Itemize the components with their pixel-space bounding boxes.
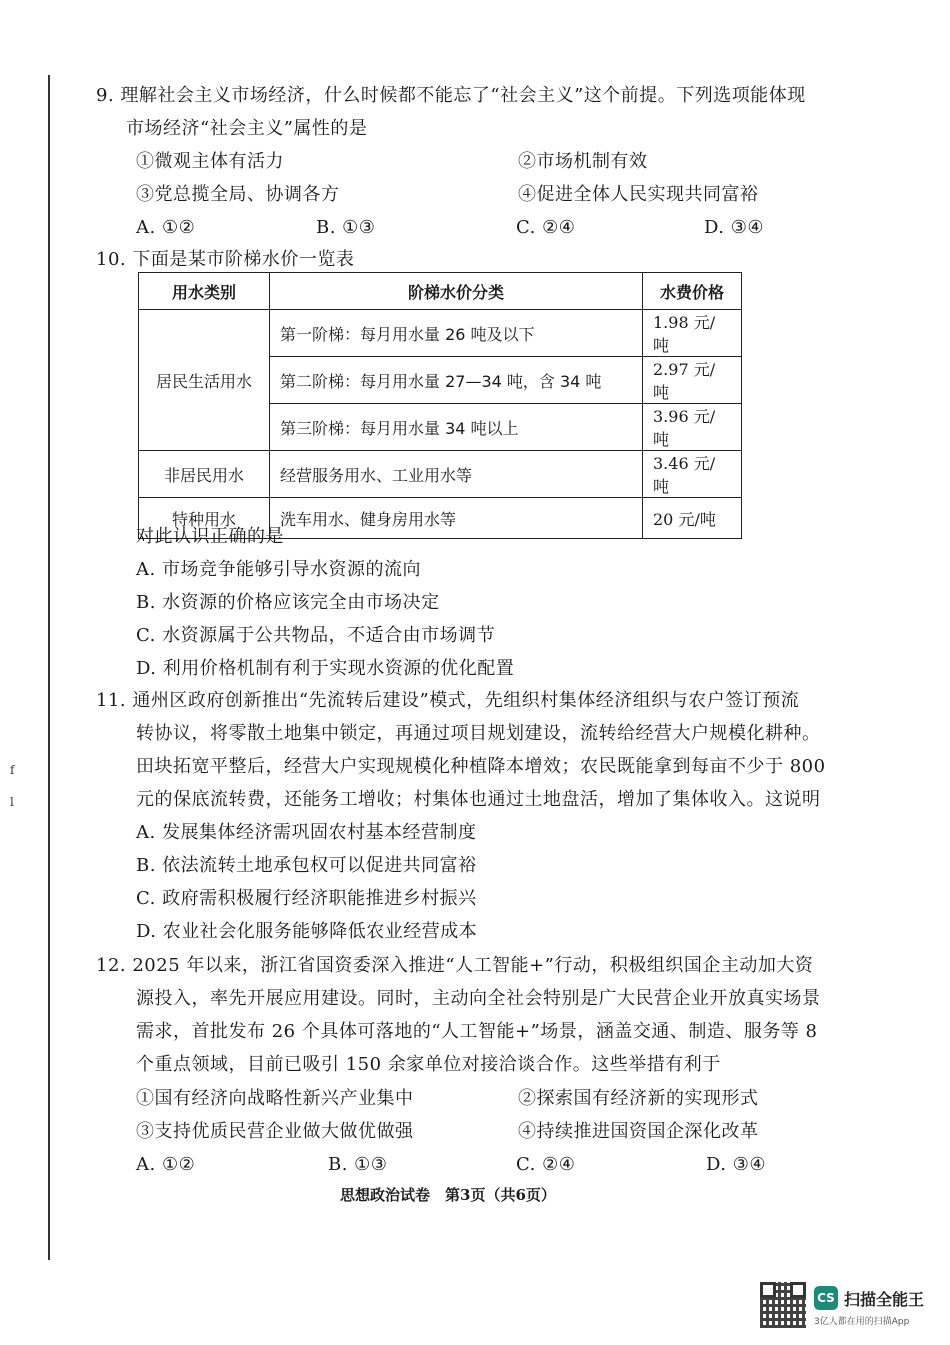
q11-stem-line2: 转协议，将零散土地集中锁定，再通过项目规划建设，流转给经营大户规模化耕种。 [136,723,821,744]
q11-stem-line1: 11. 通州区政府创新推出“先流转后建设”模式，先组织村集体经济组织与农户签订预流 [96,690,800,711]
scanner-tagline: 3亿人都在用的扫描App [814,1317,910,1327]
q9-stem-line1: 9. 理解社会主义市场经济，什么时候都不能忘了“社会主义”这个前提。下列选项能体现 [96,85,806,106]
q10-option-d: D. 利用价格机制有利于实现水资源的优化配置 [136,658,515,679]
q10-ask: 对此认识正确的是 [136,526,284,547]
q11-option-c: C. 政府需积极履行经济职能推进乡村振兴 [136,888,477,909]
q9-item-1: ①微观主体有活力 [136,151,284,172]
q11-option-b: B. 依法流转土地承包权可以促进共同富裕 [136,855,477,876]
q9-option-a: A. ①② [136,217,196,238]
price-tier-2: 2.97 元/吨 [643,357,742,404]
scanner-app-name: 扫描全能王 [844,1290,925,1309]
price-tier-3: 3.96 元/吨 [643,404,742,451]
q10-option-b: B. 水资源的价格应该完全由市场决定 [136,592,440,613]
table-header: 阶梯水价分类 [270,273,643,310]
q11-option-a: A. 发展集体经济需巩固农村基本经营制度 [136,822,477,843]
q12-option-b: B. ①③ [328,1154,388,1175]
q12-stem-line1: 12. 2025 年以来，浙江省国资委深入推进“人工智能+”行动，积极组织国企主动加大资 [96,955,814,976]
water-price-table [138,272,742,539]
category-nonresident: 非居民用水 [139,451,270,498]
q10-stem: 10. 下面是某市阶梯水价一览表 [96,249,355,270]
q9-option-b: B. ①③ [316,217,376,238]
q12-stem-line3: 需求，首批发布 26 个具体可落地的“人工智能+”场景，涵盖交通、制造、服务等 8 [136,1021,818,1042]
q11-option-d: D. 农业社会化服务能够降低农业经营成本 [136,921,478,942]
q11-stem-line4: 元的保底流转费，还能务工增收；村集体也通过土地盘活，增加了集体收入。这说明 [136,789,821,810]
q12-option-d: D. ③④ [706,1154,767,1175]
q12-item-1: ①国有经济向战略性新兴产业集中 [136,1088,414,1109]
q9-option-c: C. ②④ [516,217,576,238]
price-nonresident: 3.46 元/吨 [643,451,742,498]
category-resident: 居民生活用水 [139,310,270,451]
page-footer: 思想政治试卷 第3页（共6页） [340,1186,556,1204]
tier-3: 第三阶梯：每月用水量 34 吨以上 [270,404,643,451]
table-header-row [139,273,742,310]
q12-stem-line2: 源投入，率先开展应用建设。同时，主动向全社会特别是广大民营企业开放真实场景 [136,988,821,1009]
special-desc: 洗车用水、健身房用水等 [270,498,643,539]
q12-item-4: ④持续推进国资国企深化改革 [518,1121,759,1142]
table-row [139,310,742,357]
table-header: 用水类别 [139,273,270,310]
table-row [139,451,742,498]
tier-2: 第二阶梯：每月用水量 27—34 吨，含 34 吨 [270,357,643,404]
q12-option-c: C. ②④ [516,1154,576,1175]
q12-stem-line4: 个重点领域，目前已吸引 150 余家单位对接洽谈合作。这些举措有利于 [136,1054,721,1075]
q9-option-d: D. ③④ [704,217,765,238]
q9-item-3: ③党总揽全局、协调各方 [136,184,340,205]
q9-stem-line2: 市场经济“社会主义”属性的是 [126,118,368,139]
camscanner-logo-icon: CS [814,1286,838,1310]
table-header: 水费价格 [643,273,742,310]
tier-1: 第一阶梯：每月用水量 26 吨及以下 [270,310,643,357]
q12-item-3: ③支持优质民营企业做大做优做强 [136,1121,414,1142]
category-special: 特种用水 [139,498,270,539]
q10-option-c: C. 水资源属于公共物品，不适合由市场调节 [136,625,496,646]
q12-option-a: A. ①② [136,1154,196,1175]
q9-item-4: ④促进全体人民实现共同富裕 [518,184,759,205]
price-tier-1: 1.98 元/吨 [643,310,742,357]
q11-stem-line3: 田块拓宽平整后，经营大户实现规模化种植降本增效；农民既能拿到每亩不少于 800 [136,756,826,777]
margin-mark: f [10,763,15,777]
nonresident-desc: 经营服务用水、工业用水等 [270,451,643,498]
q9-item-2: ②市场机制有效 [518,151,648,172]
qr-code-icon [760,1282,806,1328]
margin-mark: l [10,795,14,809]
scanner-watermark [760,1282,935,1332]
price-special: 20 元/吨 [643,498,742,539]
binding-margin-line [48,75,50,1260]
q10-option-a: A. 市场竞争能够引导水资源的流向 [136,559,421,580]
q12-item-2: ②探索国有经济新的实现形式 [518,1088,759,1109]
